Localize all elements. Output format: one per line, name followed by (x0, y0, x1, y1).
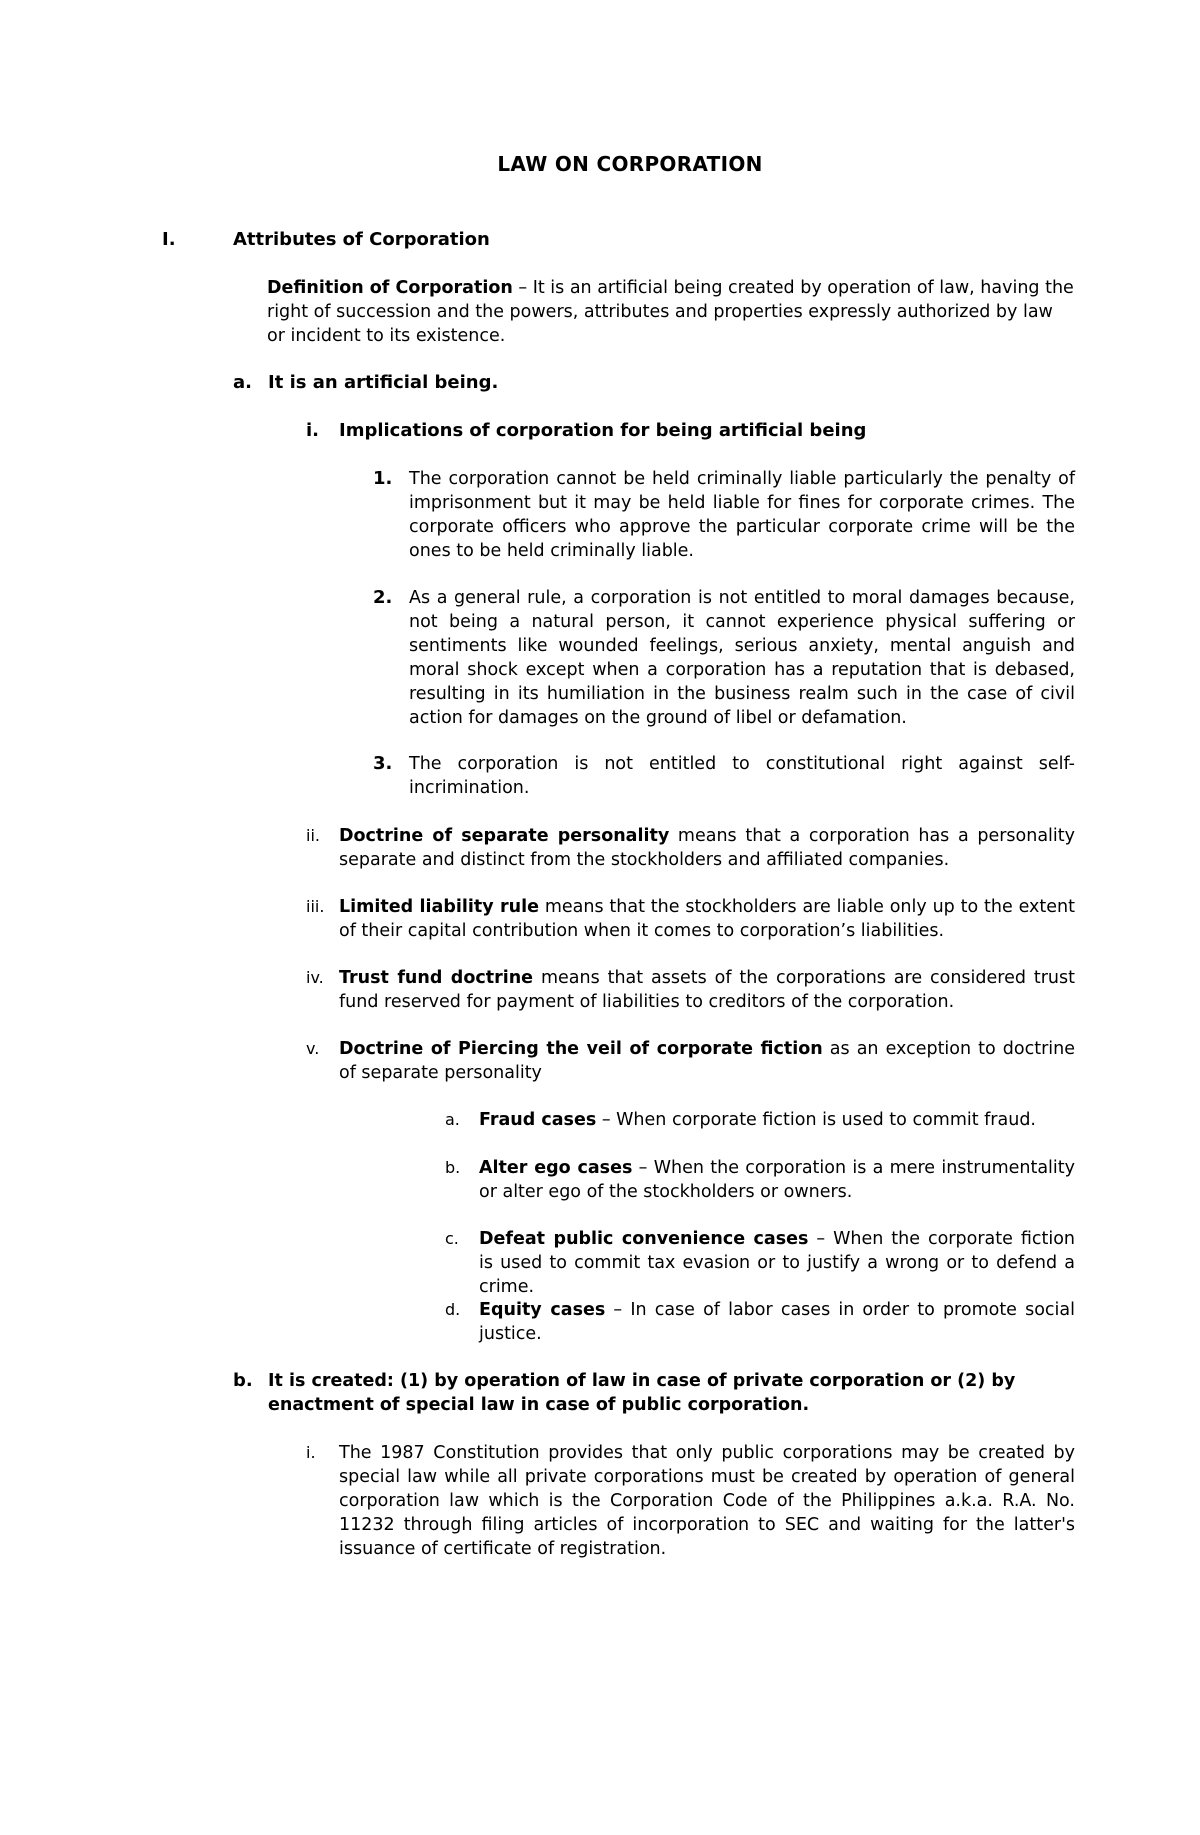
item-iv-marker: iv. (306, 968, 324, 987)
section-heading: Attributes of Corporation (233, 229, 490, 250)
case-b-marker: b. (445, 1158, 461, 1177)
page-title: LAW ON CORPORATION (497, 152, 763, 176)
b-item-i-text: The 1987 Constitution provides that only public corporations may be created by special law while all private corporations must be created by operation of general corporation law which is the Corporation Code of the Philippines a.k.a. R.A. No. 11232 through filing articles of incorporation to SEC and waiting for the latter's issuance of certificate of registration. (339, 1443, 1075, 1559)
case-a-paragraph (479, 1108, 1075, 1132)
case-b-text: – When the corporation is a mere instrumentality or alter ego of the stockholders or owners. (479, 1158, 1075, 1202)
implication-3-text: The corporation is not entitled to constitutional right against self-incrimination. (409, 754, 1075, 798)
implication-1-marker: 1. (373, 468, 393, 489)
item-v-marker: v. (306, 1039, 320, 1058)
case-a-text: – When corporate fiction is used to commit fraud. (596, 1110, 1036, 1130)
item-iii-marker: iii. (306, 897, 325, 916)
item-ii-text: means that a corporation has a personality separate and distinct from the stockholders and affiliated companies. (339, 826, 1075, 870)
item-ii-term: Doctrine of separate personality (339, 826, 670, 846)
case-b-term: Alter ego cases (479, 1158, 633, 1178)
item-i-heading: Implications of corporation for being artificial being (339, 420, 867, 441)
subsection-a-heading: It is an artificial being. (268, 372, 499, 393)
case-b-paragraph (479, 1156, 1075, 1204)
case-c-marker: c. (445, 1229, 459, 1248)
item-iii-text: means that the stockholders are liable only up to the extent of their capital contribution when it comes to corporation’s liabilities. (339, 897, 1075, 941)
subsection-b-heading: It is created: (1) by operation of law in case of private corporation or (2) by enactment of special law in case of public corporation. (268, 1371, 1016, 1415)
item-iv-paragraph (339, 966, 1075, 1014)
case-c-term: Defeat public convenience cases (479, 1229, 809, 1249)
definition-term: Definition of Corporation (267, 278, 513, 298)
case-c-text: – When the corporate fiction is used to commit tax evasion or to justify a wrong or to defend a crime. (479, 1229, 1075, 1297)
item-iv-term: Trust fund doctrine (339, 968, 534, 988)
item-v-paragraph (339, 1037, 1075, 1085)
definition-paragraph (267, 276, 1075, 348)
subsection-b-marker: b. (233, 1370, 253, 1391)
case-d-text: – In case of labor cases in order to promote social justice. (479, 1300, 1075, 1344)
implication-2-text: As a general rule, a corporation is not entitled to moral damages because, not being a natural person, it cannot experience physical suffering or sentiments like wounded feelings, serious anxiety, mental anguish and moral shock except when a corporation has a reputation that is debased, resulting in its humiliation in the business realm such in the case of civil action for damages on the ground of libel or defamation. (409, 588, 1075, 728)
item-v-term: Doctrine of Piercing the veil of corporate fiction (339, 1039, 823, 1059)
subsection-a-marker: a. (233, 372, 252, 393)
case-a-term: Fraud cases (479, 1110, 597, 1130)
section-marker: I. (162, 229, 176, 250)
item-i-marker: i. (306, 420, 320, 441)
item-ii-marker: ii. (306, 826, 320, 845)
item-iv-text: means that assets of the corporations are considered trust fund reserved for payment of liabilities to creditors of the corporation. (339, 968, 1075, 1012)
case-d-marker: d. (445, 1300, 461, 1319)
case-d-paragraph (479, 1298, 1075, 1346)
implication-3-marker: 3. (373, 753, 393, 774)
item-v-text: as an exception to doctrine of separate personality (339, 1039, 1075, 1083)
b-item-i-marker: i. (306, 1443, 316, 1462)
item-ii-paragraph (339, 824, 1075, 872)
case-c-paragraph (479, 1227, 1075, 1299)
item-iii-paragraph (339, 895, 1075, 943)
item-iii-term: Limited liability rule (339, 897, 539, 917)
case-a-marker: a. (445, 1110, 460, 1129)
implication-2-marker: 2. (373, 587, 393, 608)
definition-text: – It is an artificial being created by operation of law, having the right of succession and the powers, attributes and properties expressly authorized by law or incident to its existence. (267, 278, 1074, 346)
case-d-term: Equity cases (479, 1300, 606, 1320)
implication-1-text: The corporation cannot be held criminally liable particularly the penalty of imprisonment but it may be held liable for fines for corporate crimes. The corporate officers who approve the particular corporate crime will be the ones to be held criminally liable. (409, 469, 1075, 561)
